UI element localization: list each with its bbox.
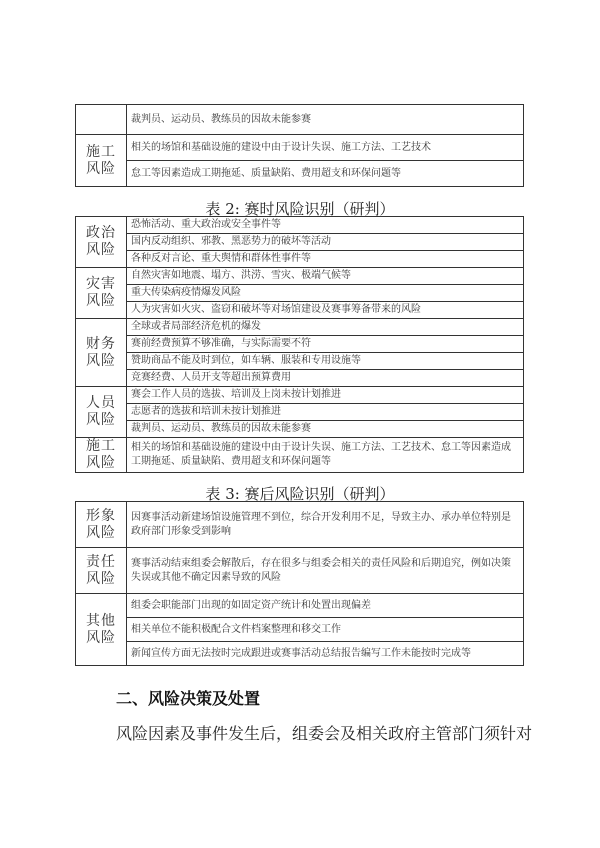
risk-item: 相关的场馆和基础设施的建设中由于设计失误、施工方法、工艺技术、怠工等因素造成工期拖延、质量缺陷、费用超支和环保问题等: [127, 438, 524, 473]
section-heading: 二、风险决策及处置: [116, 689, 261, 708]
risk-item: 赛前经费预算不够准确，与实际需要不符: [127, 336, 524, 353]
category-cell: 形象风险: [76, 502, 127, 548]
table-row: [76, 285, 524, 302]
risk-table-continued: [75, 104, 524, 187]
risk-item: 竞赛经费、人员开支等超出预算费用: [127, 370, 524, 387]
table-row: [76, 135, 524, 161]
table-row: [76, 548, 524, 594]
risk-item: 重大传染病疫情爆发风险: [127, 285, 524, 302]
table-row: [76, 319, 524, 336]
table-row: [76, 105, 524, 135]
risk-item: 赛会工作人员的选拔、培训及上岗未按计划推进: [127, 387, 524, 404]
table-row: [76, 618, 524, 642]
risk-item: 国内反动组织、邪教、黑恶势力的破坏等活动: [127, 234, 524, 251]
risk-item: 相关的场馆和基础设施的建设中由于设计失误、施工方法、工艺技术: [127, 135, 524, 161]
body-paragraph: 风险因素及事件发生后，组委会及相关政府主管部门须针对: [116, 724, 533, 743]
risk-item: 志愿者的选拔和培训未按计划推进: [127, 404, 524, 421]
table-row: [76, 251, 524, 268]
risk-item: 赞助商品不能及时到位，如车辆、服装和专用设施等: [127, 353, 524, 370]
category-cell: 责任风险: [76, 548, 127, 594]
category-cell: 灾害风险: [76, 268, 127, 319]
category-cell: 人员风险: [76, 387, 127, 438]
table-row: [76, 353, 524, 370]
risk-item: 人为灾害如火灾、盗窃和破坏等对场馆建设及赛事筹备带来的风险: [127, 302, 524, 319]
table-row: [76, 234, 524, 251]
risk-item: 因赛事活动新建场馆设施管理不到位，综合开发利用不足，导致主办、承办单位特别是政府部门形象受到影响: [127, 502, 524, 548]
category-cell: 其他风险: [76, 594, 127, 666]
table-row: [76, 502, 524, 548]
table2-caption: 表 2: 赛时风险识别（研判）: [205, 200, 395, 218]
table-row: [76, 404, 524, 421]
risk-table-3: [75, 501, 524, 666]
risk-item: 自然灾害如地震、塌方、洪涝、雪灾、极端气候等: [127, 268, 524, 285]
category-cell: [76, 105, 127, 135]
risk-item: 怠工等因素造成工期拖延、质量缺陷、费用超支和环保问题等: [127, 161, 524, 187]
risk-item: 相关单位不能积极配合文件档案整理和移交工作: [127, 618, 524, 642]
table-row: [76, 642, 524, 666]
table3-caption: 表 3: 赛后风险识别（研判）: [205, 485, 395, 503]
category-cell: 政治风险: [76, 217, 127, 268]
table-row: [76, 268, 524, 285]
category-cell: 财务风险: [76, 319, 127, 387]
table-row: [76, 302, 524, 319]
table-row: [76, 594, 524, 618]
table-row: [76, 421, 524, 438]
risk-item: 各种反对言论、重大舆情和群体性事件等: [127, 251, 524, 268]
category-cell: 施工风险: [76, 135, 127, 187]
category-cell: 施工风险: [76, 438, 127, 473]
table-row: [76, 161, 524, 187]
table-row: [76, 217, 524, 234]
table-row: [76, 370, 524, 387]
risk-item: 裁判员、运动员、教练员的因故未能参赛: [127, 421, 524, 438]
table-row: [76, 387, 524, 404]
risk-item: 裁判员、运动员、教练员的因故未能参赛: [127, 105, 524, 135]
risk-item: 组委会职能部门出现的如固定资产统计和处置出现偏差: [127, 594, 524, 618]
risk-item: 恐怖活动、重大政治或安全事件等: [127, 217, 524, 234]
risk-table-2: [75, 216, 524, 473]
risk-item: 全球或者局部经济危机的爆发: [127, 319, 524, 336]
risk-item: 新闻宣传方面无法按时完成跟进或赛事活动总结报告编写工作未能按时完成等: [127, 642, 524, 666]
table-row: [76, 438, 524, 473]
table-row: [76, 336, 524, 353]
risk-item: 赛事活动结束组委会解散后，存在很多与组委会相关的责任风险和后期追究，例如决策失误或其他不确定因素导致的风险: [127, 548, 524, 594]
